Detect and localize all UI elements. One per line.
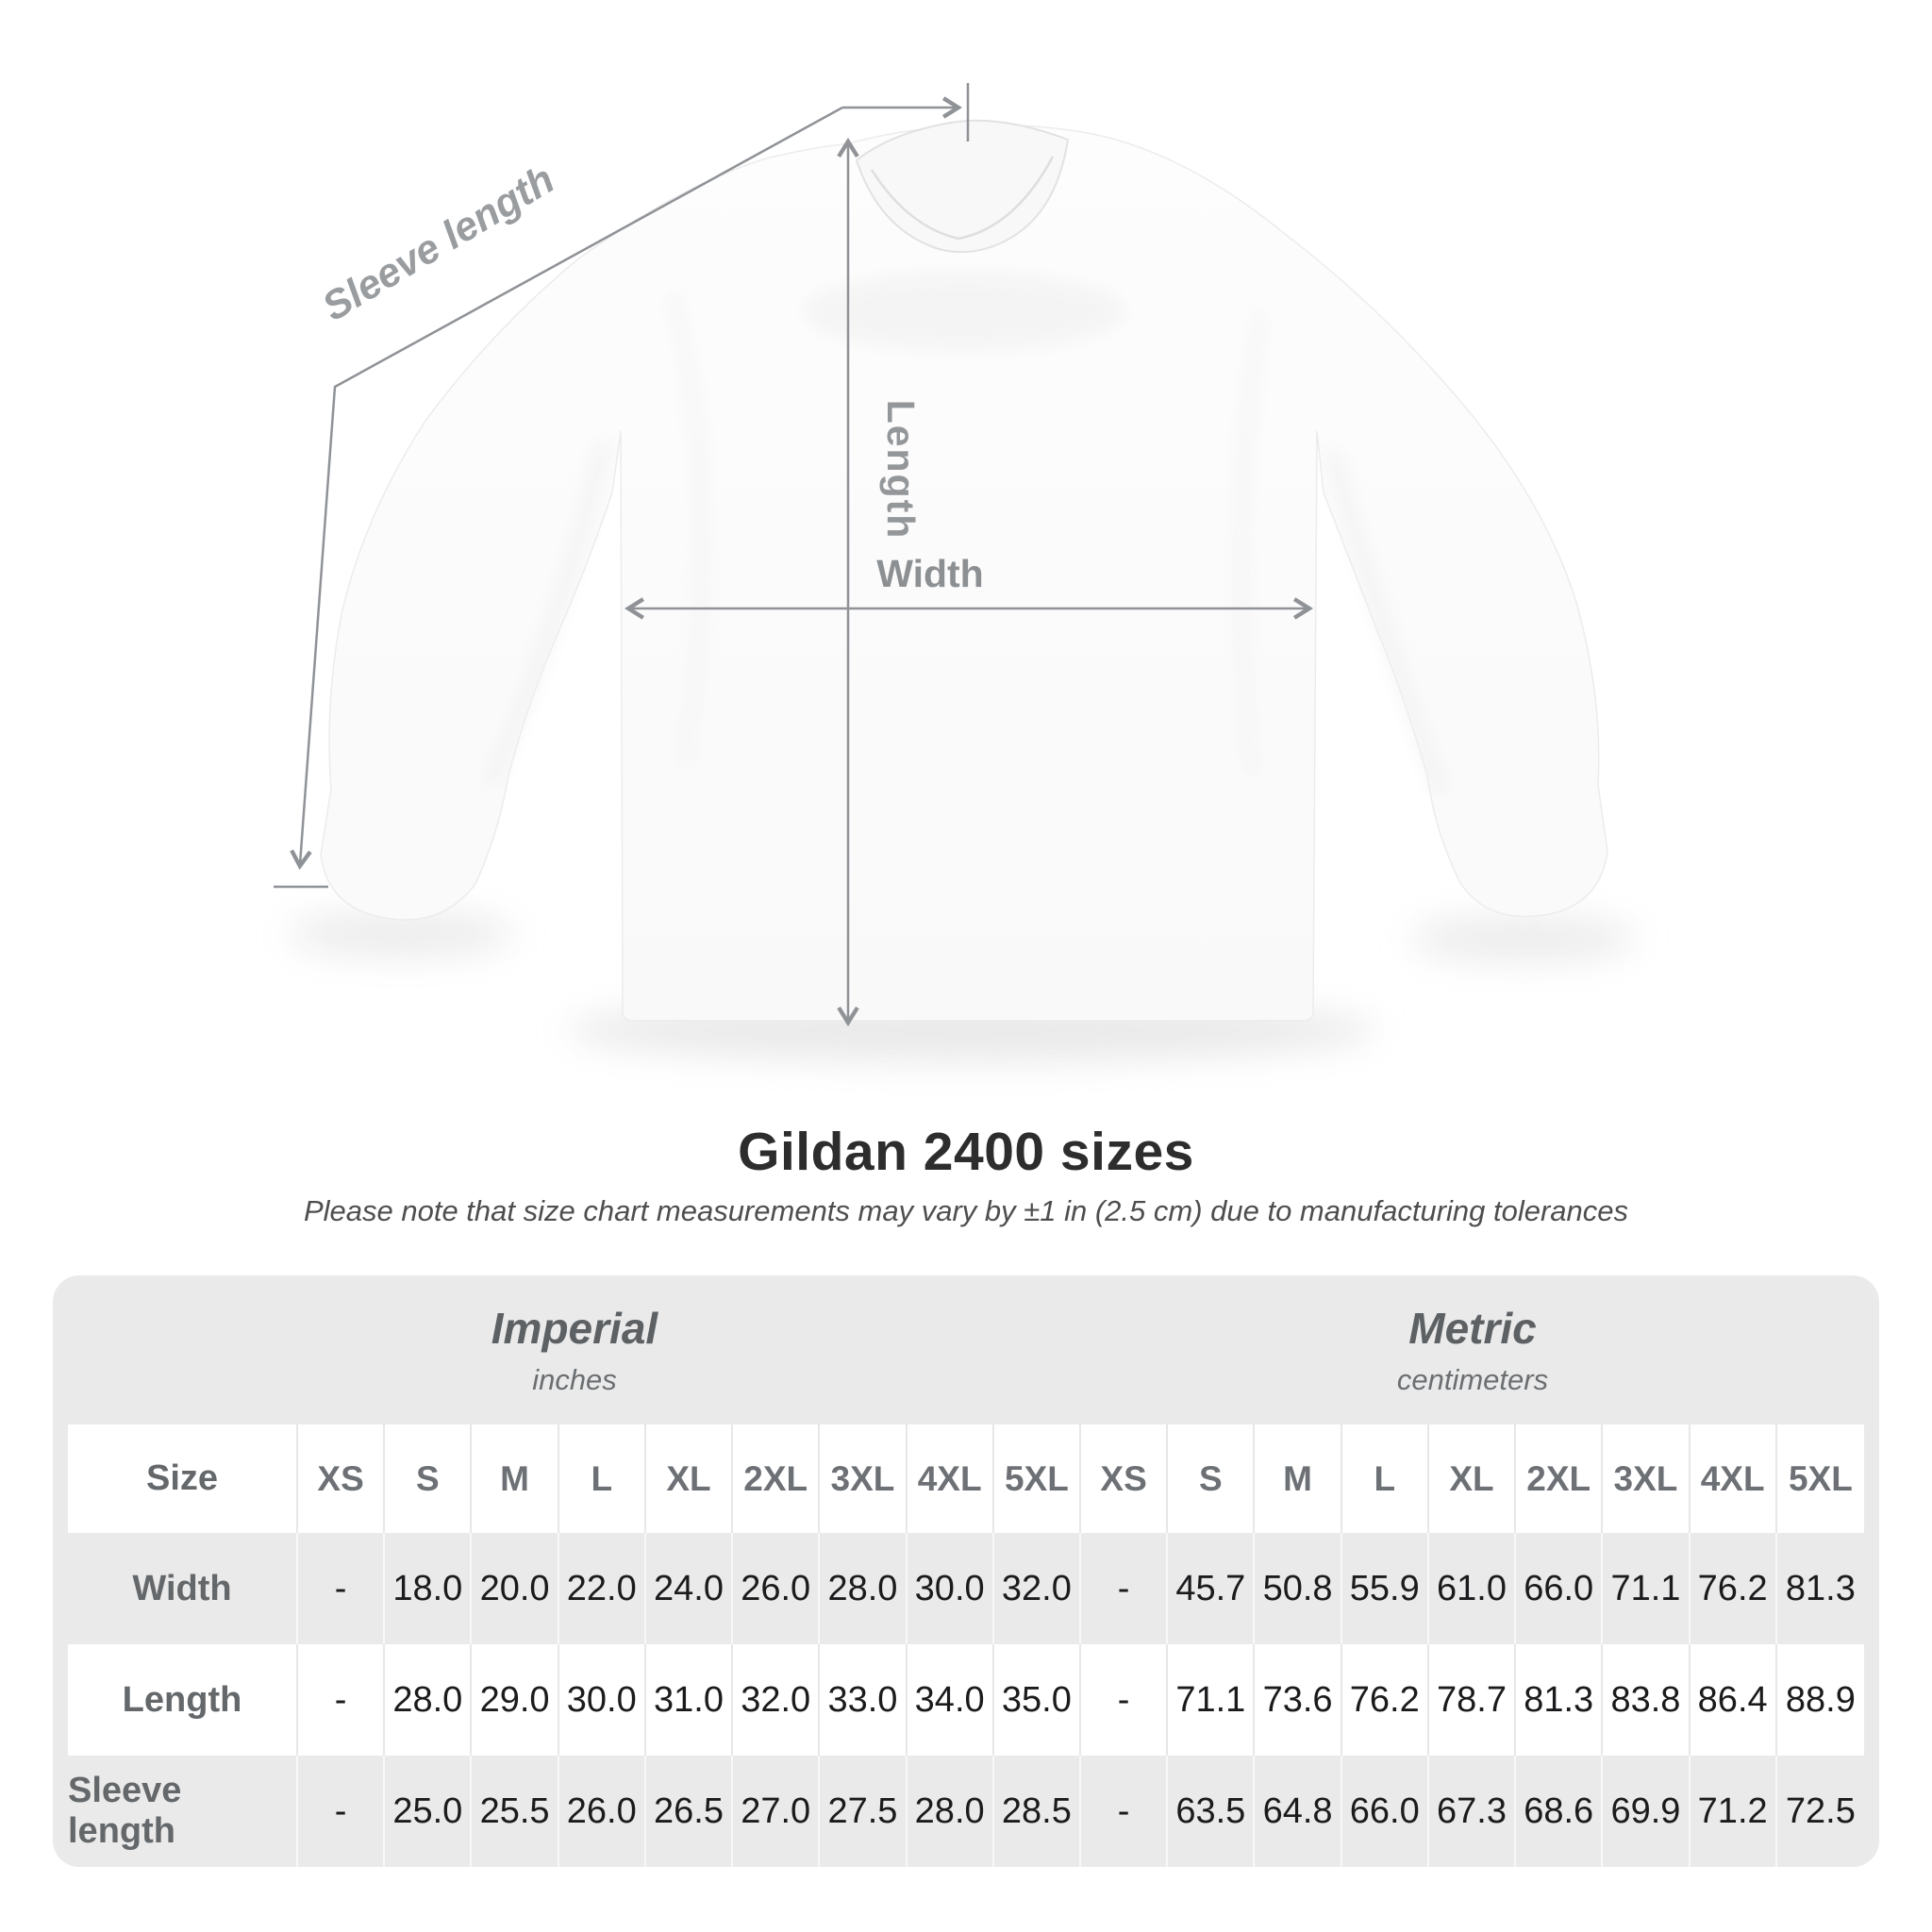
size-header-cell: Size	[68, 1424, 298, 1533]
page-title: Gildan 2400 sizes	[738, 1122, 1194, 1182]
measurement-value: 81.3	[1785, 1568, 1856, 1608]
measurement-value: 66.0	[1342, 1756, 1429, 1867]
measurement-value: 26.0	[559, 1756, 646, 1867]
measurement-value: 26.0	[733, 1533, 820, 1644]
measurement-value: 27.5	[820, 1756, 907, 1867]
measurement-value: 88.9	[1785, 1679, 1856, 1720]
size-header-row	[68, 1424, 1864, 1533]
measurement-value: 27.0	[733, 1756, 820, 1867]
length-label: Length	[879, 399, 923, 541]
measurement-value: 86.4	[1690, 1644, 1777, 1756]
measurement-value: 61.0	[1429, 1533, 1516, 1644]
measurement-value: 32.0	[733, 1644, 820, 1756]
measurement-value: -	[1081, 1533, 1168, 1644]
measurement-value: 33.0	[820, 1644, 907, 1756]
page-subtitle: Please note that size chart measurements may vary by ±1 in (2.5 cm) due to manufacturing tolerances	[303, 1194, 1629, 1227]
measurement-value: 67.3	[1429, 1756, 1516, 1867]
measurement-value: -	[298, 1756, 385, 1867]
measurement-rows	[68, 1533, 1864, 1867]
measurement-value: 20.0	[472, 1533, 558, 1644]
measurement-value: 45.7	[1168, 1533, 1255, 1644]
size-col-header: 5XL	[994, 1424, 1081, 1533]
measurement-value: 25.0	[385, 1756, 472, 1867]
measurement-value: 72.5	[1785, 1790, 1856, 1831]
measurement-value: 83.8	[1603, 1644, 1690, 1756]
measurement-value: -	[298, 1644, 385, 1756]
width-label: Width	[876, 552, 984, 595]
size-col-header: 3XL	[820, 1424, 907, 1533]
measurement-value: -	[298, 1533, 385, 1644]
unit-group-row	[68, 1275, 1864, 1424]
measurement-value: 30.0	[908, 1533, 994, 1644]
measurement-value: 22.0	[559, 1533, 646, 1644]
row-label: Width	[68, 1533, 298, 1644]
size-col-header: 2XL	[733, 1424, 820, 1533]
measurement-value: 32.0	[994, 1533, 1081, 1644]
size-col-header: M	[1255, 1424, 1341, 1533]
size-col-header: M	[472, 1424, 558, 1533]
size-col-header: S	[1168, 1424, 1255, 1533]
size-col-header: 4XL	[1690, 1424, 1777, 1533]
size-col-header: 3XL	[1603, 1424, 1690, 1533]
measurement-value: 64.8	[1255, 1756, 1341, 1867]
metric-unit: centimeters	[1396, 1363, 1549, 1396]
size-col-header: XS	[298, 1424, 385, 1533]
measurement-value: 26.5	[646, 1756, 733, 1867]
measurement-value: 68.6	[1516, 1756, 1603, 1867]
measurement-value: 30.0	[559, 1644, 646, 1756]
size-col-header: XL	[1429, 1424, 1516, 1533]
measurement-row	[68, 1644, 1864, 1756]
size-col-header: 4XL	[908, 1424, 994, 1533]
measurement-value: 28.0	[908, 1756, 994, 1867]
measurement-value: 28.5	[994, 1756, 1081, 1867]
size-col-header: 5XL	[1788, 1458, 1853, 1498]
measurement-value: 35.0	[994, 1644, 1081, 1756]
size-col-header: L	[1342, 1424, 1429, 1533]
measurement-value: 24.0	[646, 1533, 733, 1644]
size-col-header: L	[559, 1424, 646, 1533]
row-label: Length	[68, 1644, 298, 1756]
measurement-value: 69.9	[1603, 1756, 1690, 1867]
imperial-unit: inches	[532, 1363, 617, 1396]
row-label: Sleeve length	[68, 1756, 298, 1867]
imperial-heading: Imperial	[491, 1304, 658, 1353]
measurement-value: 34.0	[908, 1644, 994, 1756]
measurement-value: -	[1081, 1644, 1168, 1756]
measurement-value: 76.2	[1342, 1644, 1429, 1756]
measurement-value: 76.2	[1690, 1533, 1777, 1644]
sleeve-length-label: Sleeve length	[314, 157, 562, 330]
measurement-value: 55.9	[1342, 1533, 1429, 1644]
measurement-value: 66.0	[1516, 1533, 1603, 1644]
measurement-value: 71.1	[1603, 1533, 1690, 1644]
unit-group-imperial	[68, 1275, 1081, 1424]
measurement-value: 25.5	[472, 1756, 558, 1867]
measurement-value: 28.0	[385, 1644, 472, 1756]
measurement-value: 50.8	[1255, 1533, 1341, 1644]
measurement-value: 71.1	[1168, 1644, 1255, 1756]
measurement-value: 18.0	[385, 1533, 472, 1644]
size-col-header: XL	[646, 1424, 733, 1533]
measurement-row	[68, 1533, 1864, 1644]
size-col-header: XS	[1081, 1424, 1168, 1533]
measurement-value: 71.2	[1690, 1756, 1777, 1867]
size-chart-table	[53, 1275, 1879, 1867]
measurement-value: 73.6	[1255, 1644, 1341, 1756]
measurement-value: 63.5	[1168, 1756, 1255, 1867]
unit-group-metric	[1081, 1275, 1864, 1424]
measurement-value: 29.0	[472, 1644, 558, 1756]
measurement-value: 28.0	[820, 1533, 907, 1644]
size-col-header: S	[385, 1424, 472, 1533]
measurement-value: 81.3	[1516, 1644, 1603, 1756]
size-col-header: 2XL	[1516, 1424, 1603, 1533]
metric-heading: Metric	[1408, 1304, 1537, 1353]
measurement-value: 78.7	[1429, 1644, 1516, 1756]
measurement-value: 31.0	[646, 1644, 733, 1756]
measurement-row	[68, 1756, 1864, 1867]
measurement-value: -	[1081, 1756, 1168, 1867]
